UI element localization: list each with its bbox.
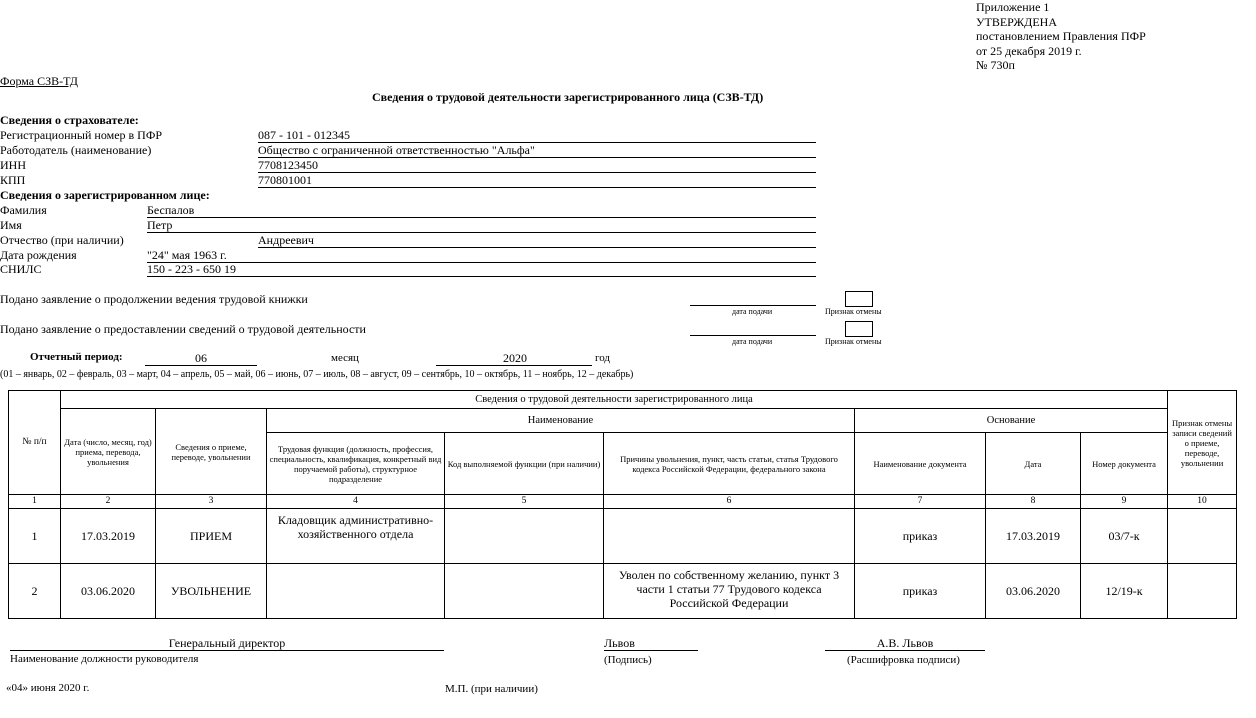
- approval-line: постановлением Правления ПФР: [976, 29, 1146, 43]
- row-num: 1: [9, 509, 61, 564]
- col-doc-date-header: Дата: [986, 433, 1081, 495]
- col-date-header: Дата (число, месяц, год) приема, перевода, увольнения: [61, 409, 156, 495]
- inn-value: 7708123450: [258, 158, 318, 172]
- year-label: год: [595, 352, 611, 364]
- col-event-header: Сведения о приеме, переводе, увольнении: [156, 409, 267, 495]
- col-doc-num-header: Номер документа: [1081, 433, 1168, 495]
- patronymic-value: Андреевич: [258, 233, 314, 247]
- insurer-heading: Сведения о страхователе:: [0, 113, 139, 127]
- basis-group-header: Основание: [855, 409, 1168, 433]
- row-doc-date: 03.06.2020: [986, 564, 1081, 619]
- decode-value: А.В. Львов: [876, 636, 934, 650]
- row-doc-num: 03/7-к: [1081, 509, 1168, 564]
- inn-label: ИНН: [0, 158, 26, 172]
- signature-caption: (Подпись): [604, 654, 652, 666]
- row-num: 2: [9, 564, 61, 619]
- row-cancel: [1168, 509, 1237, 564]
- col-number: 2: [61, 495, 156, 509]
- snils-value: 150 - 223 - 650 19: [147, 262, 236, 276]
- approval-block: [976, 0, 1146, 73]
- form-label: Форма СЗВ-ТД: [0, 74, 78, 88]
- cancel-mark-box[interactable]: [845, 291, 873, 307]
- decode-caption: (Расшифровка подписи): [847, 654, 960, 666]
- col-number: 5: [445, 495, 604, 509]
- row-doc-name: приказ: [855, 564, 986, 619]
- row-function: Кладовщик административно-хозяйственного отдела: [267, 509, 445, 564]
- row-cancel: [1168, 564, 1237, 619]
- month-label: месяц: [331, 352, 359, 364]
- col-number: 3: [156, 495, 267, 509]
- cancel-caption: Признак отмены: [825, 307, 882, 316]
- col-cancel-header: Признак отмены записи сведений о приеме, переводе, увольнении: [1168, 391, 1237, 495]
- period-label: Отчетный период:: [30, 351, 123, 363]
- row-date: 17.03.2019: [61, 509, 156, 564]
- position-caption: Наименование должности руководителя: [10, 653, 199, 665]
- col-number: 10: [1168, 495, 1237, 509]
- kpp-label: КПП: [0, 173, 26, 187]
- position-value: Генеральный директор: [168, 636, 286, 650]
- col-number: 8: [986, 495, 1081, 509]
- col-number: 9: [1081, 495, 1168, 509]
- row-reason: Уволен по собственному желанию, пункт 3 части 1 статьи 77 Трудового кодекса Российской Федерации: [604, 564, 855, 619]
- work-activity-table: [8, 390, 1237, 619]
- row-doc-num: 12/19-к: [1081, 564, 1168, 619]
- snils-label: СНИЛС: [0, 262, 42, 276]
- birth-label: Дата рождения: [0, 248, 77, 262]
- kpp-value: 770801001: [258, 173, 312, 187]
- date-caption: дата подачи: [732, 307, 773, 316]
- column-number-row: [9, 495, 1237, 509]
- col-code-header: Код выполняемой функции (при наличии): [445, 433, 604, 495]
- continue-application-label: Подано заявление о продолжении ведения трудовой книжки: [0, 292, 308, 306]
- provide-application-label: Подано заявление о предоставлении сведений о трудовой деятельности: [0, 322, 366, 336]
- approval-line: Приложение 1: [976, 0, 1050, 14]
- surname-label: Фамилия: [0, 203, 47, 217]
- cancel-mark-box[interactable]: [845, 321, 873, 337]
- name-value: Петр: [147, 218, 173, 232]
- person-heading: Сведения о зарегистрированном лице:: [0, 188, 210, 202]
- month-legend: (01 – январь, 02 – февраль, 03 – март, 04 – апрель, 05 – май, 06 – июнь, 07 – июль, 08 – август, 09 – сентябрь, 10 – октябрь, 11 – ноябрь, 12 – декабрь): [0, 369, 634, 380]
- approval-line: от 25 декабря 2019 г.: [976, 43, 1082, 58]
- cancel-caption: Признак отмены: [825, 337, 882, 346]
- reg-value: 087 - 101 - 012345: [258, 128, 350, 142]
- col-number: 4: [267, 495, 445, 509]
- row-event: ПРИЕМ: [156, 509, 267, 564]
- name-label: Имя: [0, 218, 22, 232]
- col-reason-header: Причины увольнения, пункт, часть статьи, статья Трудового кодекса Российской Федерации, федерального закона: [604, 433, 855, 495]
- birth-value: "24" мая 1963 г.: [147, 248, 227, 262]
- col-number: 1: [9, 495, 61, 509]
- group-header: Сведения о трудовой деятельности зарегистрированного лица: [61, 391, 1168, 409]
- employer-value: Общество с ограниченной ответственностью "Альфа": [258, 143, 535, 157]
- col-number: 7: [855, 495, 986, 509]
- approval-line: УТВЕРЖДЕНА: [976, 14, 1058, 29]
- year-value: 2020: [503, 351, 527, 365]
- col-doc-name-header: Наименование документа: [855, 433, 986, 495]
- row-doc-name: приказ: [855, 509, 986, 564]
- table-row: [9, 564, 1237, 619]
- month-value: 06: [195, 351, 207, 365]
- name-group-header: Наименование: [267, 409, 855, 433]
- date-caption: дата подачи: [732, 337, 773, 346]
- approval-line: № 730п: [976, 58, 1015, 72]
- signature-value: Львов: [604, 636, 635, 650]
- row-reason: [604, 509, 855, 564]
- reg-label: Регистрационный номер в ПФР: [0, 128, 162, 142]
- sign-date: «04» июня 2020 г.: [6, 682, 90, 694]
- employer-label: Работодатель (наименование): [0, 143, 152, 157]
- patronymic-label: Отчество (при наличии): [0, 233, 124, 247]
- row-doc-date: 17.03.2019: [986, 509, 1081, 564]
- row-date: 03.06.2020: [61, 564, 156, 619]
- stamp-label: М.П. (при наличии): [445, 683, 538, 695]
- row-event: УВОЛЬНЕНИЕ: [156, 564, 267, 619]
- table-row: [9, 509, 1237, 564]
- document-title: Сведения о трудовой деятельности зарегистрированного лица (СЗВ-ТД): [372, 90, 764, 104]
- surname-value: Беспалов: [147, 203, 195, 217]
- col-num-header: № п/п: [9, 391, 61, 495]
- col-number: 6: [604, 495, 855, 509]
- row-function: [267, 564, 445, 619]
- row-code: [445, 509, 604, 564]
- col-function-header: Трудовая функция (должность, профессия, специальность, квалификация, конкретный вид поручаемой работы), структурное подразделение: [267, 433, 445, 495]
- row-code: [445, 564, 604, 619]
